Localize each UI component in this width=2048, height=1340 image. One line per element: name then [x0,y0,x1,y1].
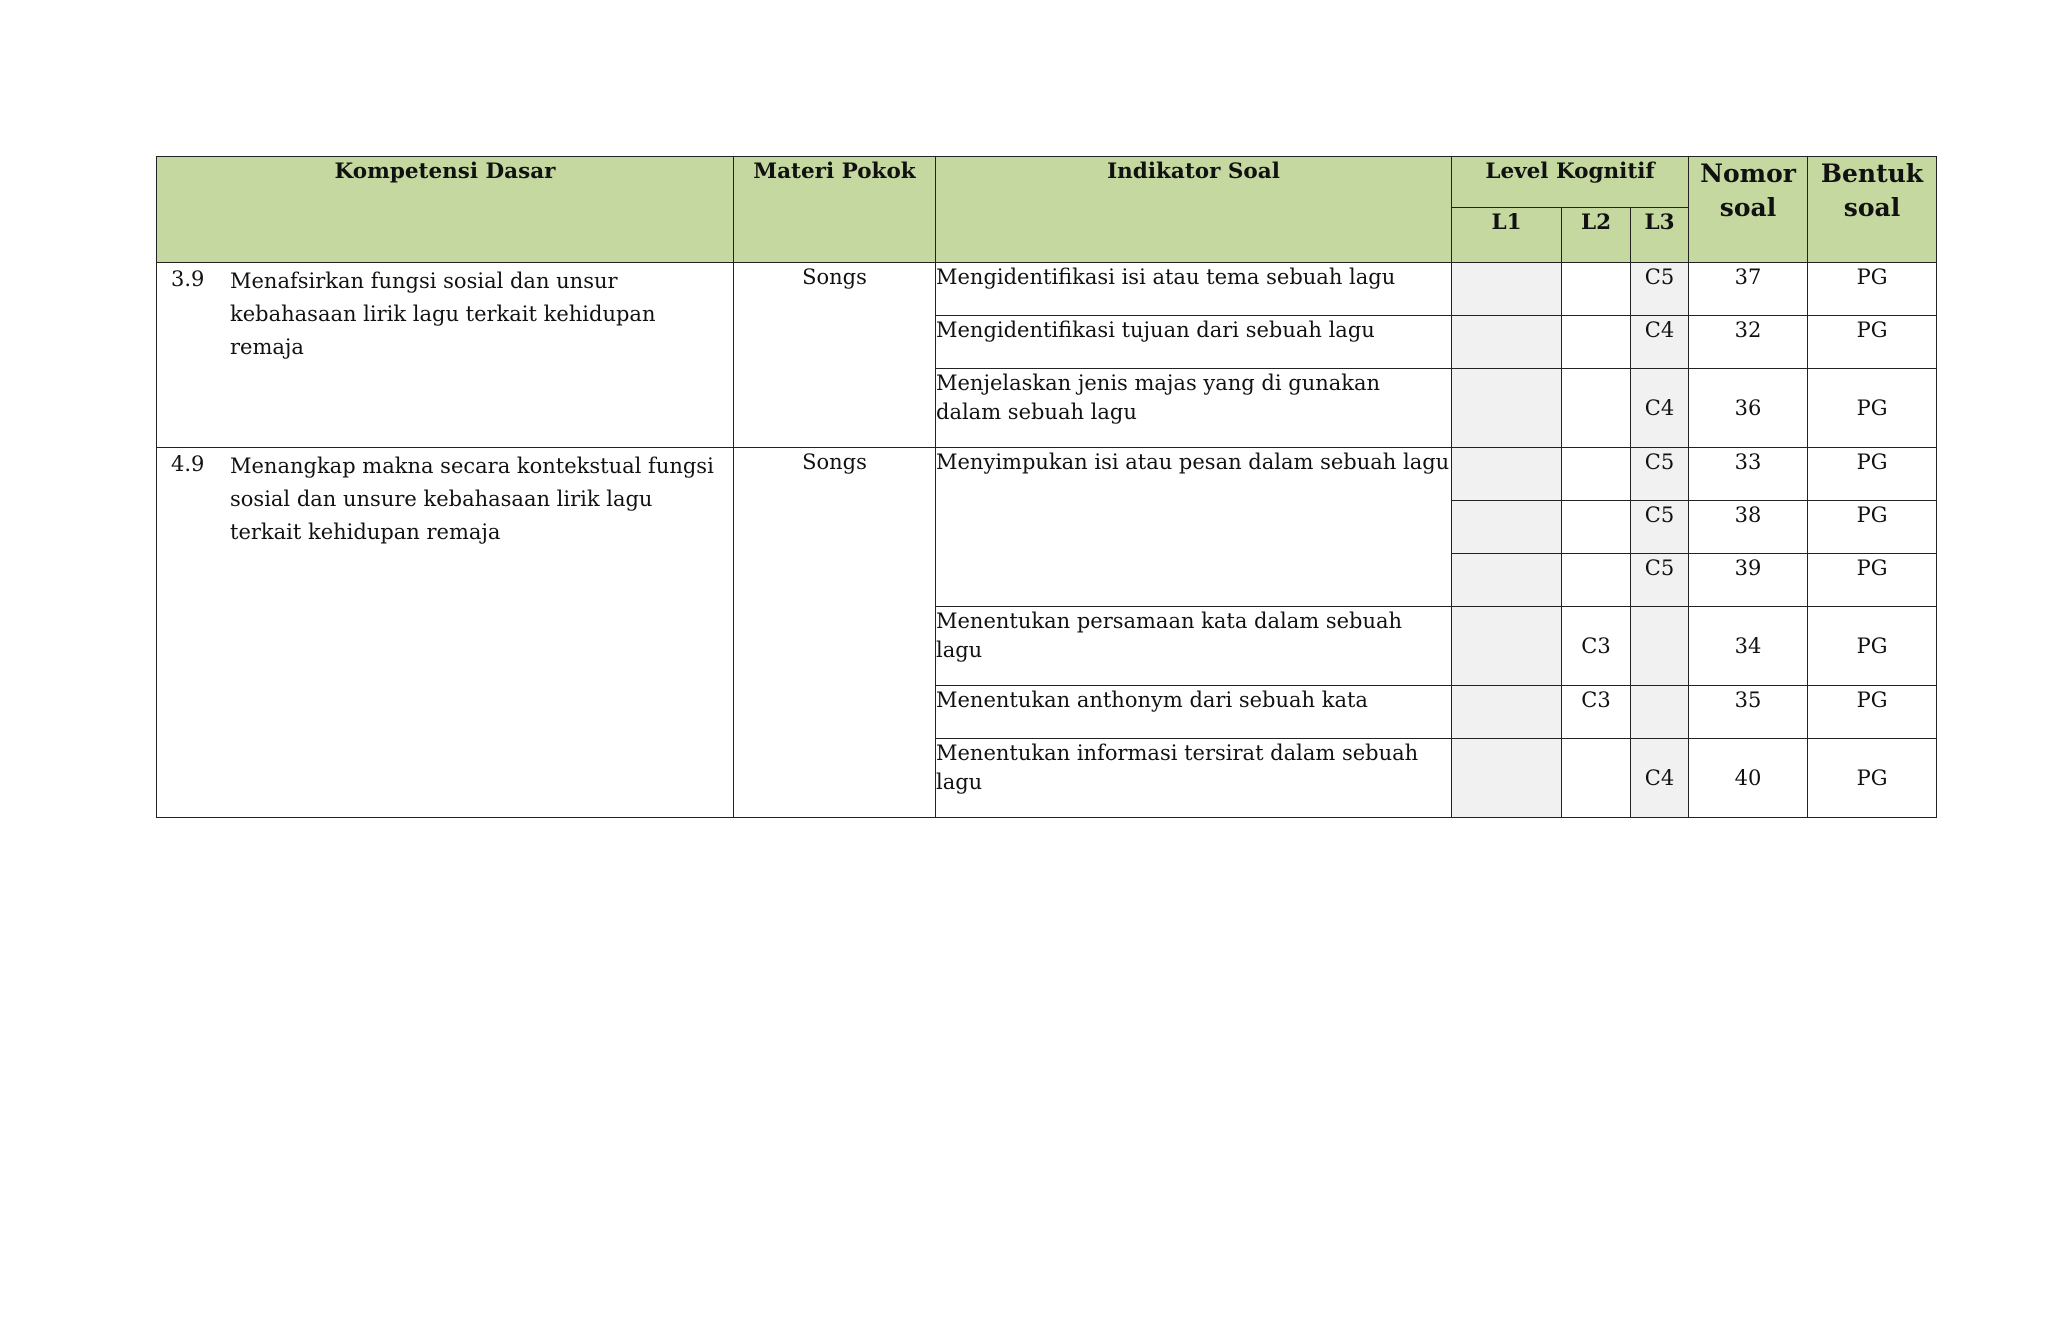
l2-cell [1562,501,1631,554]
materi-cell: Songs [734,263,936,448]
nomor-cell: 33 [1689,448,1808,501]
bentuk-cell: PG [1808,448,1937,501]
indikator-cell: Menentukan informasi tersirat dalam sebuah lagu [936,739,1452,818]
indikator-cell: Menyimpukan isi atau pesan dalam sebuah lagu [936,448,1452,607]
l2-cell [1562,369,1631,448]
nomor-cell: 32 [1689,316,1808,369]
indikator-cell: Menentukan anthonym dari sebuah kata [936,686,1452,739]
kisi-kisi-table [156,156,1937,818]
kd-number: 4.9 [171,452,205,476]
l3-cell: C4 [1631,739,1689,818]
header-l2: L2 [1562,208,1631,263]
bentuk-cell: PG [1808,316,1937,369]
bentuk-cell: PG [1808,739,1937,818]
nomor-cell: 40 [1689,739,1808,818]
header-l3: L3 [1631,208,1689,263]
header-nomor-soal: Nomor soal [1689,157,1808,263]
l3-cell: C5 [1631,554,1689,607]
l2-cell [1562,263,1631,316]
nomor-cell: 36 [1689,369,1808,448]
l1-cell [1452,554,1562,607]
l1-cell [1452,316,1562,369]
l3-cell: C5 [1631,263,1689,316]
l1-cell [1452,448,1562,501]
indikator-cell: Menjelaskan jenis majas yang di gunakan dalam sebuah lagu [936,369,1452,448]
indikator-cell: Menentukan persamaan kata dalam sebuah lagu [936,607,1452,686]
bentuk-cell: PG [1808,369,1937,448]
l1-cell [1452,686,1562,739]
header-indikator-soal: Indikator Soal [936,157,1452,263]
bentuk-cell: PG [1808,263,1937,316]
kd-number: 3.9 [171,267,205,291]
kd-text: Menafsirkan fungsi sosial dan unsur kebahasaan lirik lagu terkait kehidupan remaja [230,269,656,359]
l3-cell: C5 [1631,501,1689,554]
l2-cell [1562,739,1631,818]
l1-cell [1452,263,1562,316]
kd-cell [157,263,734,448]
bentuk-cell: PG [1808,501,1937,554]
l3-cell: C4 [1631,316,1689,369]
l1-cell [1452,369,1562,448]
l2-cell [1562,448,1631,501]
l1-cell [1452,607,1562,686]
l3-cell [1631,607,1689,686]
header-row-1 [157,157,1937,208]
bentuk-cell: PG [1808,607,1937,686]
l3-cell: C5 [1631,448,1689,501]
header-bentuk-soal: Bentuk soal [1808,157,1937,263]
header-kompetensi-dasar: Kompetensi Dasar [157,157,734,263]
nomor-cell: 35 [1689,686,1808,739]
bentuk-cell: PG [1808,686,1937,739]
indikator-cell: Mengidentifikasi isi atau tema sebuah lagu [936,263,1452,316]
materi-cell: Songs [734,448,936,818]
bentuk-cell: PG [1808,554,1937,607]
l1-cell [1452,739,1562,818]
l1-cell [1452,501,1562,554]
l2-cell: C3 [1562,607,1631,686]
l2-cell [1562,554,1631,607]
nomor-cell: 38 [1689,501,1808,554]
indikator-cell: Mengidentifikasi tujuan dari sebuah lagu [936,316,1452,369]
table-row [157,448,1937,501]
l3-cell [1631,686,1689,739]
nomor-cell: 39 [1689,554,1808,607]
nomor-cell: 34 [1689,607,1808,686]
header-materi-pokok: Materi Pokok [734,157,936,263]
l2-cell: C3 [1562,686,1631,739]
header-l1: L1 [1452,208,1562,263]
nomor-cell: 37 [1689,263,1808,316]
l3-cell: C4 [1631,369,1689,448]
l2-cell [1562,316,1631,369]
table-row [157,263,1937,316]
header-level-kognitif: Level Kognitif [1452,157,1689,208]
kd-cell [157,448,734,818]
kd-text: Menangkap makna secara kontekstual fungsi sosial dan unsure kebahasaan lirik lagu terkait kehidupan remaja [230,454,714,544]
